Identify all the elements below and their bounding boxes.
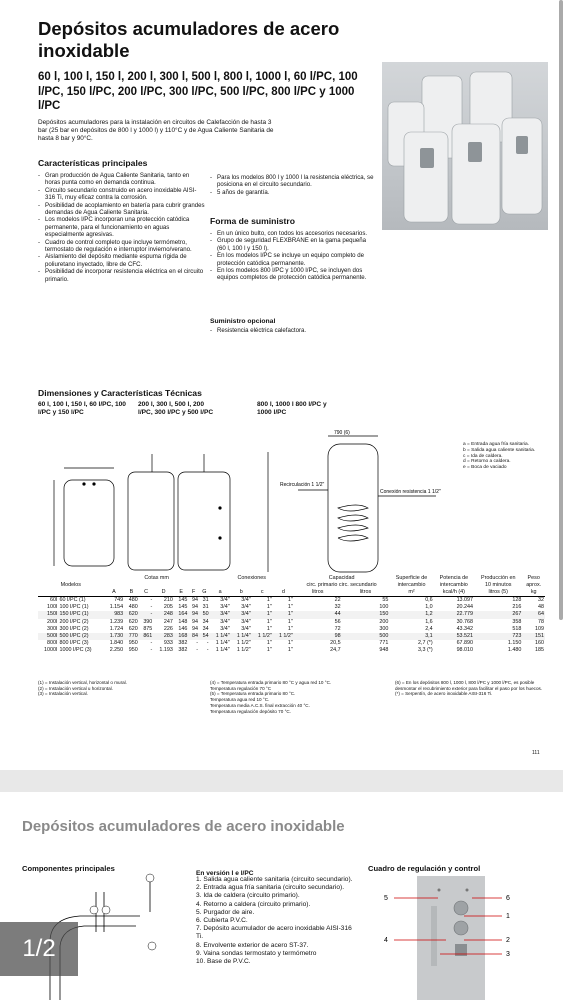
list-item: - Grupo de seguridad FLEXBRANE en la gama pequeña (60 l, 100 l y 150 l). (210, 237, 375, 252)
table-cell: 100 (379, 604, 389, 611)
table-cell: aprox. (526, 582, 542, 589)
list-item: 1. Salida agua caliente sanitaria (circuito secundario). (196, 876, 353, 883)
table-cell: 1" (287, 625, 293, 632)
table-cell: 64 (538, 611, 544, 618)
table-cell: kcal/h (4) (434, 589, 474, 597)
table-cell: 24,7 (330, 646, 341, 653)
legend-item: c = Ida de caldera. (463, 453, 503, 459)
panel-label: 6 (506, 895, 510, 902)
table-cell: kg (522, 589, 545, 597)
table-cell: 56 (334, 618, 341, 625)
table-cell: 518 (512, 625, 522, 632)
table-cell: 1" (266, 625, 272, 632)
table-cell: 2,7 (*) (418, 639, 433, 646)
control-heading: Cuadro de regulación y control (368, 864, 481, 873)
recirc-label: Recirculación 1 1/2" (280, 482, 325, 488)
document-page-2 (0, 792, 563, 1000)
table-cell: 283 (163, 632, 173, 639)
table-row (38, 619, 545, 626)
dim-group-medium: 200 l, 300 l, 500 l, 200 l/PC, 300 l/PC y 500 l/PC (138, 401, 214, 417)
table-cell: 3/4" (220, 618, 230, 625)
table-cell: 1" (266, 604, 272, 611)
table-cell: 620 (128, 625, 138, 632)
table-cell: d (273, 589, 294, 597)
table-cell: 1.480 (507, 646, 522, 653)
dim-group-large: 800 l, 1000 l 800 l/PC y 1000 l/PC (257, 401, 327, 417)
connection-legend (463, 442, 558, 471)
table-cell: - (150, 604, 153, 611)
table-cell: 500 (379, 632, 389, 639)
footnotes-temperatures: (4) = Temperatura entrada primario 80 °C y agua red 10 °C. Temperatura regulación 70 °C (5) = Temperatura entrada primario 80 °C. Temperatura agua red 10 °C. Temperatura media A.C.S. final extracción 40 °C. Temperatura regulación depósito 70 °C. (210, 680, 332, 714)
table-cell: 1" (266, 597, 272, 604)
table-cell: 3/4" (241, 597, 251, 604)
table-cell: F (188, 589, 199, 597)
supply-heading: Forma de suministro (210, 216, 295, 226)
table-cell: 94 (192, 618, 198, 625)
table-cell: 382 (178, 646, 188, 653)
table-cell: - (150, 646, 153, 653)
table-cell: 3/4" (241, 604, 251, 611)
table-cell: 1 1/2" (236, 639, 251, 646)
table-cell: 1" (287, 611, 293, 618)
table-cell: 48 (538, 604, 544, 611)
table-cell: 145 (178, 604, 188, 611)
table-cell: 480 (128, 597, 138, 604)
table-cell: 3,3 (*) (418, 646, 433, 653)
table-cell: 98 (334, 632, 341, 639)
table-cell: 30.768 (456, 618, 474, 625)
table-header-row (38, 575, 545, 582)
panel-label: 3 (506, 951, 510, 958)
table-cell: 128 (512, 597, 522, 604)
table-cell: 500 I/PC (2) (59, 632, 89, 639)
table-cell: 22.779 (456, 611, 474, 618)
table-cell: a (210, 589, 231, 597)
table-row (38, 611, 545, 618)
list-item: 8. Envolvente exterior de acero ST-37. (196, 941, 309, 949)
list-item: - Aislamiento del depósito mediante espuma rígida de poliuretano inyectado, libre de CFC. (38, 253, 206, 268)
table-cell: 200 (379, 618, 389, 625)
table-cell: 1" (287, 639, 293, 646)
table-cell: 1" (266, 611, 272, 618)
table-cell: 1.150 (507, 639, 522, 646)
table-cell: 300I (47, 625, 58, 632)
table-cell: 1 1/2" (257, 632, 272, 639)
table-cell: 1" (287, 618, 293, 625)
table-cell: 216 (512, 604, 522, 611)
list-item: - Cuadro de control completo que incluye termómetro, termostato de regulación e interruptor invierno/verano. (38, 239, 206, 254)
page-number: 111 (532, 750, 540, 756)
table-cell: 109 (535, 625, 544, 632)
table-cell: 500I (47, 632, 58, 639)
table-cell: C (139, 589, 154, 597)
table-cell: 1.724 (109, 625, 124, 632)
table-cell: D (153, 589, 174, 597)
table-cell: m² (389, 589, 433, 597)
table-cell: - (196, 646, 198, 653)
table-cell: 31 (202, 604, 209, 611)
table-cell: 1 1/2" (236, 646, 251, 653)
table-cell: 210 (163, 597, 173, 604)
optional-list (210, 327, 375, 334)
model-list-subtitle: 60 l, 100 l, 150 l, 200 l, 300 l, 500 l, 800 l, 1000 l, 60 l/PC, 100 l/PC, 150 l/PC, 200 l/PC, 300 l/PC, 500 l/PC, 800 l/PC y 1000 l/PC (38, 71, 358, 112)
list-item: 3. Ida de caldera (circuito primario). (196, 892, 300, 900)
table-cell: intercambio (439, 582, 468, 589)
table-cell: 72 (334, 625, 341, 632)
table-cell: 53.521 (456, 632, 474, 639)
table-cell: 98.010 (456, 646, 474, 653)
table-cell (104, 582, 210, 589)
features-heading: Características principales (38, 158, 148, 168)
table-cell: 248 (163, 611, 173, 618)
table-cell: 3,1 (425, 632, 433, 639)
table-cell: 1.840 (109, 639, 124, 646)
table-cell: 1000I (44, 646, 58, 653)
list-item: - Circuito secundario construido en acero inoxidable AISI-316 Ti, muy eficaz contra la corrosión. (38, 187, 206, 202)
components-list (196, 876, 356, 966)
features-list (38, 172, 206, 283)
table-row (38, 647, 545, 654)
table-cell: Conexiones (237, 575, 266, 581)
list-item: 4. Retorno a caldera (circuito primario). (196, 900, 311, 908)
table-header-row (38, 589, 545, 597)
table-row (38, 604, 545, 611)
table-cell: 620 (128, 611, 138, 618)
table-cell: 300 (379, 625, 389, 632)
table-cell: 151 (535, 632, 544, 639)
product-photo (382, 62, 548, 230)
table-cell: Potencia de (439, 575, 469, 581)
table-cell: 84 (192, 632, 198, 639)
table-cell: Modelos (60, 582, 82, 589)
list-item: 7. Depósito acumulador de acero inoxidable AISI-316 Ti. (196, 925, 352, 941)
specs-table (38, 575, 545, 654)
table-cell: 983 (114, 611, 124, 618)
table-cell: 1.154 (109, 604, 124, 611)
table-cell: Superficie de (395, 575, 428, 581)
table-row (38, 597, 545, 605)
table-cell: 145 (178, 597, 188, 604)
small-tank-diagrams (40, 448, 240, 578)
table-cell: 13.097 (456, 597, 474, 604)
table-cell: 1.193 (159, 646, 173, 653)
supply-list (210, 230, 375, 282)
table-cell: 300 I/PC (2) (59, 625, 89, 632)
table-row (38, 640, 545, 647)
table-cell: 22 (334, 597, 341, 604)
list-item: - Para los modelos 800 l y 1000 l la resistencia eléctrica, se posiciona en el circuito secundario. (210, 174, 375, 189)
panel-label: 5 (384, 895, 388, 902)
table-cell: 950 (128, 639, 138, 646)
table-cell: circ. primario circ. secundario (306, 582, 377, 589)
table-cell: 1 1/2" (278, 632, 293, 639)
table-cell: - (206, 646, 209, 653)
table-cell: E (174, 589, 189, 597)
table-cell: 1.730 (109, 632, 124, 639)
table-cell: 247 (163, 618, 173, 625)
table-cell: - (196, 639, 198, 646)
table-cell (59, 589, 104, 597)
table-cell: 44 (334, 611, 341, 618)
table-cell: Cotas mm (144, 575, 169, 581)
table-cell: Producción en (480, 575, 516, 581)
list-item: 6. Cubierta P.V.C. (196, 917, 248, 925)
panel-label: 2 (506, 937, 510, 944)
table-cell: 620 (128, 618, 138, 625)
table-cell: 67.890 (456, 639, 474, 646)
components-heading: Componentes principales (22, 864, 115, 873)
table-cell: 150 (379, 611, 389, 618)
table-cell: 1000 I/PC (3) (59, 646, 92, 653)
list-item: 5. Purgador de aire. (196, 908, 255, 916)
table-cell: G (199, 589, 210, 597)
legend-item: e = Boca de vaciado (463, 465, 507, 471)
table-cell: 55 (382, 597, 389, 604)
panel-label: 1 (506, 913, 510, 920)
version-heading: En versión I e I/PC (196, 870, 254, 877)
dimensions-heading: Dimensiones y Características Técnicas (38, 388, 202, 398)
list-item: - Resistencia eléctrica calefactora. (210, 327, 375, 334)
list-item: - En los modelos l/PC se incluye un equipo completo de protección catódica permanente. (210, 252, 375, 267)
table-cell: 34 (202, 625, 209, 632)
table-cell: 200I (47, 618, 58, 625)
table-cell: - (150, 611, 153, 618)
table-cell: 1" (287, 646, 293, 653)
table-cell: 94 (192, 611, 198, 618)
table-cell: litros (294, 589, 342, 597)
table-cell: 875 (143, 625, 153, 632)
table-cell: 20.244 (456, 604, 474, 611)
table-cell: 3/4" (220, 597, 230, 604)
table-cell: 390 (143, 618, 153, 625)
table-cell: 148 (178, 618, 188, 625)
table-cell: 1,6 (425, 618, 433, 625)
list-item: 10. Base de P.V.C. (196, 958, 251, 966)
table-cell: b (231, 589, 252, 597)
table-cell: 94 (192, 604, 198, 611)
table-cell: 94 (192, 625, 198, 632)
list-item: - 5 años de garantía. (210, 189, 375, 196)
table-cell: Peso (527, 575, 540, 581)
table-cell: 31 (202, 597, 209, 604)
table-cell: 20,5 (330, 639, 341, 646)
table-cell (38, 589, 59, 597)
table-cell: - (150, 597, 153, 604)
table-cell: 950 (128, 646, 138, 653)
table-cell: 382 (178, 639, 188, 646)
table-cell: 3/4" (241, 611, 251, 618)
footnotes-installation: (1) = Instalación vertical, horizontal o mural. (2) = Instalación vertical u horizontal. (3) = Instalación vertical. (38, 680, 127, 697)
table-cell: - (150, 639, 153, 646)
optional-heading: Suministro opcional (210, 318, 276, 325)
table-cell: 723 (512, 632, 522, 639)
table-cell: litros (5) (474, 589, 522, 597)
table-cell: 358 (512, 618, 522, 625)
page2-title: Depósitos acumuladores de acero inoxidable (22, 818, 345, 835)
table-cell: 3/4" (220, 611, 230, 618)
table-cell: 150I (47, 611, 58, 618)
table-row (38, 626, 545, 633)
control-callouts (380, 888, 530, 968)
table-cell: 200 I/PC (2) (59, 618, 89, 625)
table-cell: c (252, 589, 273, 597)
dim-b-label: 790 (6) (334, 430, 350, 436)
scrollbar[interactable] (559, 0, 563, 620)
table-cell: 1 1/4" (215, 632, 230, 639)
table-cell: B (124, 589, 139, 597)
list-item: 9. Vaina sondas termostato y termómetro (196, 949, 317, 957)
table-cell: 94 (192, 597, 198, 604)
legend-item: a = Entrada agua fría sanitaria. (463, 442, 529, 447)
table-cell: intercambio (397, 582, 426, 589)
table-cell: 185 (535, 646, 544, 653)
table-cell: 1" (266, 618, 272, 625)
table-cell: 78 (538, 618, 544, 625)
table-cell: 1" (266, 639, 272, 646)
table-cell: 1" (287, 597, 293, 604)
table-cell: 267 (512, 611, 522, 618)
table-cell: 749 (114, 597, 124, 604)
legend-item: d = Retorno a caldera. (463, 459, 511, 465)
table-cell: 2,4 (425, 625, 433, 632)
table-cell: 205 (163, 604, 173, 611)
table-cell: 32 (538, 597, 544, 604)
table-cell: 861 (143, 632, 153, 639)
table-cell: 100 I/PC (1) (59, 604, 89, 611)
table-cell: 60I (50, 597, 58, 604)
list-item: 2. Entrada agua fría sanitaria (circuito secundario). (196, 884, 345, 892)
page-title: Depósitos acumuladores de acero inoxidable (38, 18, 340, 61)
table-cell: 1,2 (425, 611, 433, 618)
table-cell: 1" (287, 604, 293, 611)
table-cell: 770 (128, 632, 138, 639)
list-item: - Posibilidad de incorporar resistencia eléctrica en el circuito primario. (38, 268, 206, 283)
list-item: - Gran producción de Agua Caliente Sanitaria, tanto en horas punta como en demanda continua. (38, 172, 206, 187)
table-cell (210, 582, 294, 589)
table-cell: 0,6 (425, 597, 433, 604)
table-cell: 800 I/PC (3) (59, 639, 89, 646)
table-cell: 800I (47, 639, 58, 646)
table-cell: 3/4" (241, 625, 251, 632)
list-item: - En los modelos 800 l/PC y 1000 l/PC, se incluyen dos equipos completos de protección catódica permanente. (210, 267, 375, 282)
table-cell: 10 minutos (485, 582, 512, 589)
dim-group-small: 60 l, 100 l, 150 l, 60 l/PC, 100 l/PC y 150 l/PC (38, 401, 126, 417)
table-cell: 933 (163, 639, 173, 646)
table-cell: 3/4" (220, 604, 230, 611)
footnotes-notes: (6) = En los depósitos 800 l, 1000 l, 800 l/PC y 1000 l/PC, es posible desmontar el recubrimiento exterior para facilitar el paso por los huecos. (*) = Serpentín, de acero inoxidable AISI-316 Ti. (395, 680, 543, 697)
features-list-continued (210, 174, 375, 196)
table-cell: 54 (202, 632, 209, 639)
table-cell: 34 (202, 618, 209, 625)
list-item: - En un único bulto, con todos los accesorios necesarios. (210, 230, 375, 237)
legend-item: b = Salida agua caliente sanitaria. (463, 447, 536, 453)
table-cell: 1 1/4" (215, 639, 230, 646)
large-tank-diagram (258, 426, 458, 576)
list-item: - Posibilidad de acoplamiento en batería para cubrir grandes demandas de Agua Caliente Sanitaria. (38, 202, 206, 217)
table-cell (38, 575, 104, 582)
table-cell: 1 1/4" (215, 646, 230, 653)
table-cell: 1" (266, 646, 272, 653)
table-cell: 50 (202, 611, 209, 618)
table-cell: 2.250 (109, 646, 124, 653)
table-cell: 160 (535, 639, 544, 646)
table-cell: 1,0 (425, 604, 433, 611)
conex-label: Conexión resistencia 1 1/2" (380, 489, 441, 495)
table-cell: 1.239 (109, 618, 124, 625)
page-indicator: 1/2 (0, 922, 78, 976)
list-item: - Los modelos l/PC incorporan una protección catódica permanente, para el funcionamiento en aguas especialmente agresivas. (38, 216, 206, 238)
table-header-row (38, 582, 545, 589)
table-cell: 60 I/PC (1) (59, 597, 86, 604)
table-cell: - (206, 639, 209, 646)
panel-label: 4 (384, 937, 388, 944)
table-cell: 100I (47, 604, 58, 611)
table-cell: 3/4" (241, 618, 251, 625)
table-cell: 146 (178, 625, 188, 632)
table-cell: 150 I/PC (1) (59, 611, 89, 618)
table-cell: 771 (379, 639, 389, 646)
table-cell: Capacidad (328, 575, 355, 581)
table-row (38, 633, 545, 640)
table-cell: 168 (178, 632, 188, 639)
table-cell: 1 1/4" (236, 632, 251, 639)
intro-text: Depósitos acumuladores para la instalación en circuitos de Calefacción de hasta 3 bar (25 bar en depósitos de 800 l y 1000 l) y 110°C y de Agua Caliente Sanitaria de hasta 8 bar y 90°C. (38, 119, 274, 143)
table-cell: litros (342, 589, 390, 597)
table-cell: 32 (334, 604, 341, 611)
table-cell: A (104, 589, 125, 597)
table-cell: 43.342 (456, 625, 474, 632)
table-cell: 480 (128, 604, 138, 611)
table-cell: 948 (379, 646, 389, 653)
table-cell: 164 (178, 611, 188, 618)
table-cell: 3/4" (220, 625, 230, 632)
table-cell: 226 (163, 625, 173, 632)
